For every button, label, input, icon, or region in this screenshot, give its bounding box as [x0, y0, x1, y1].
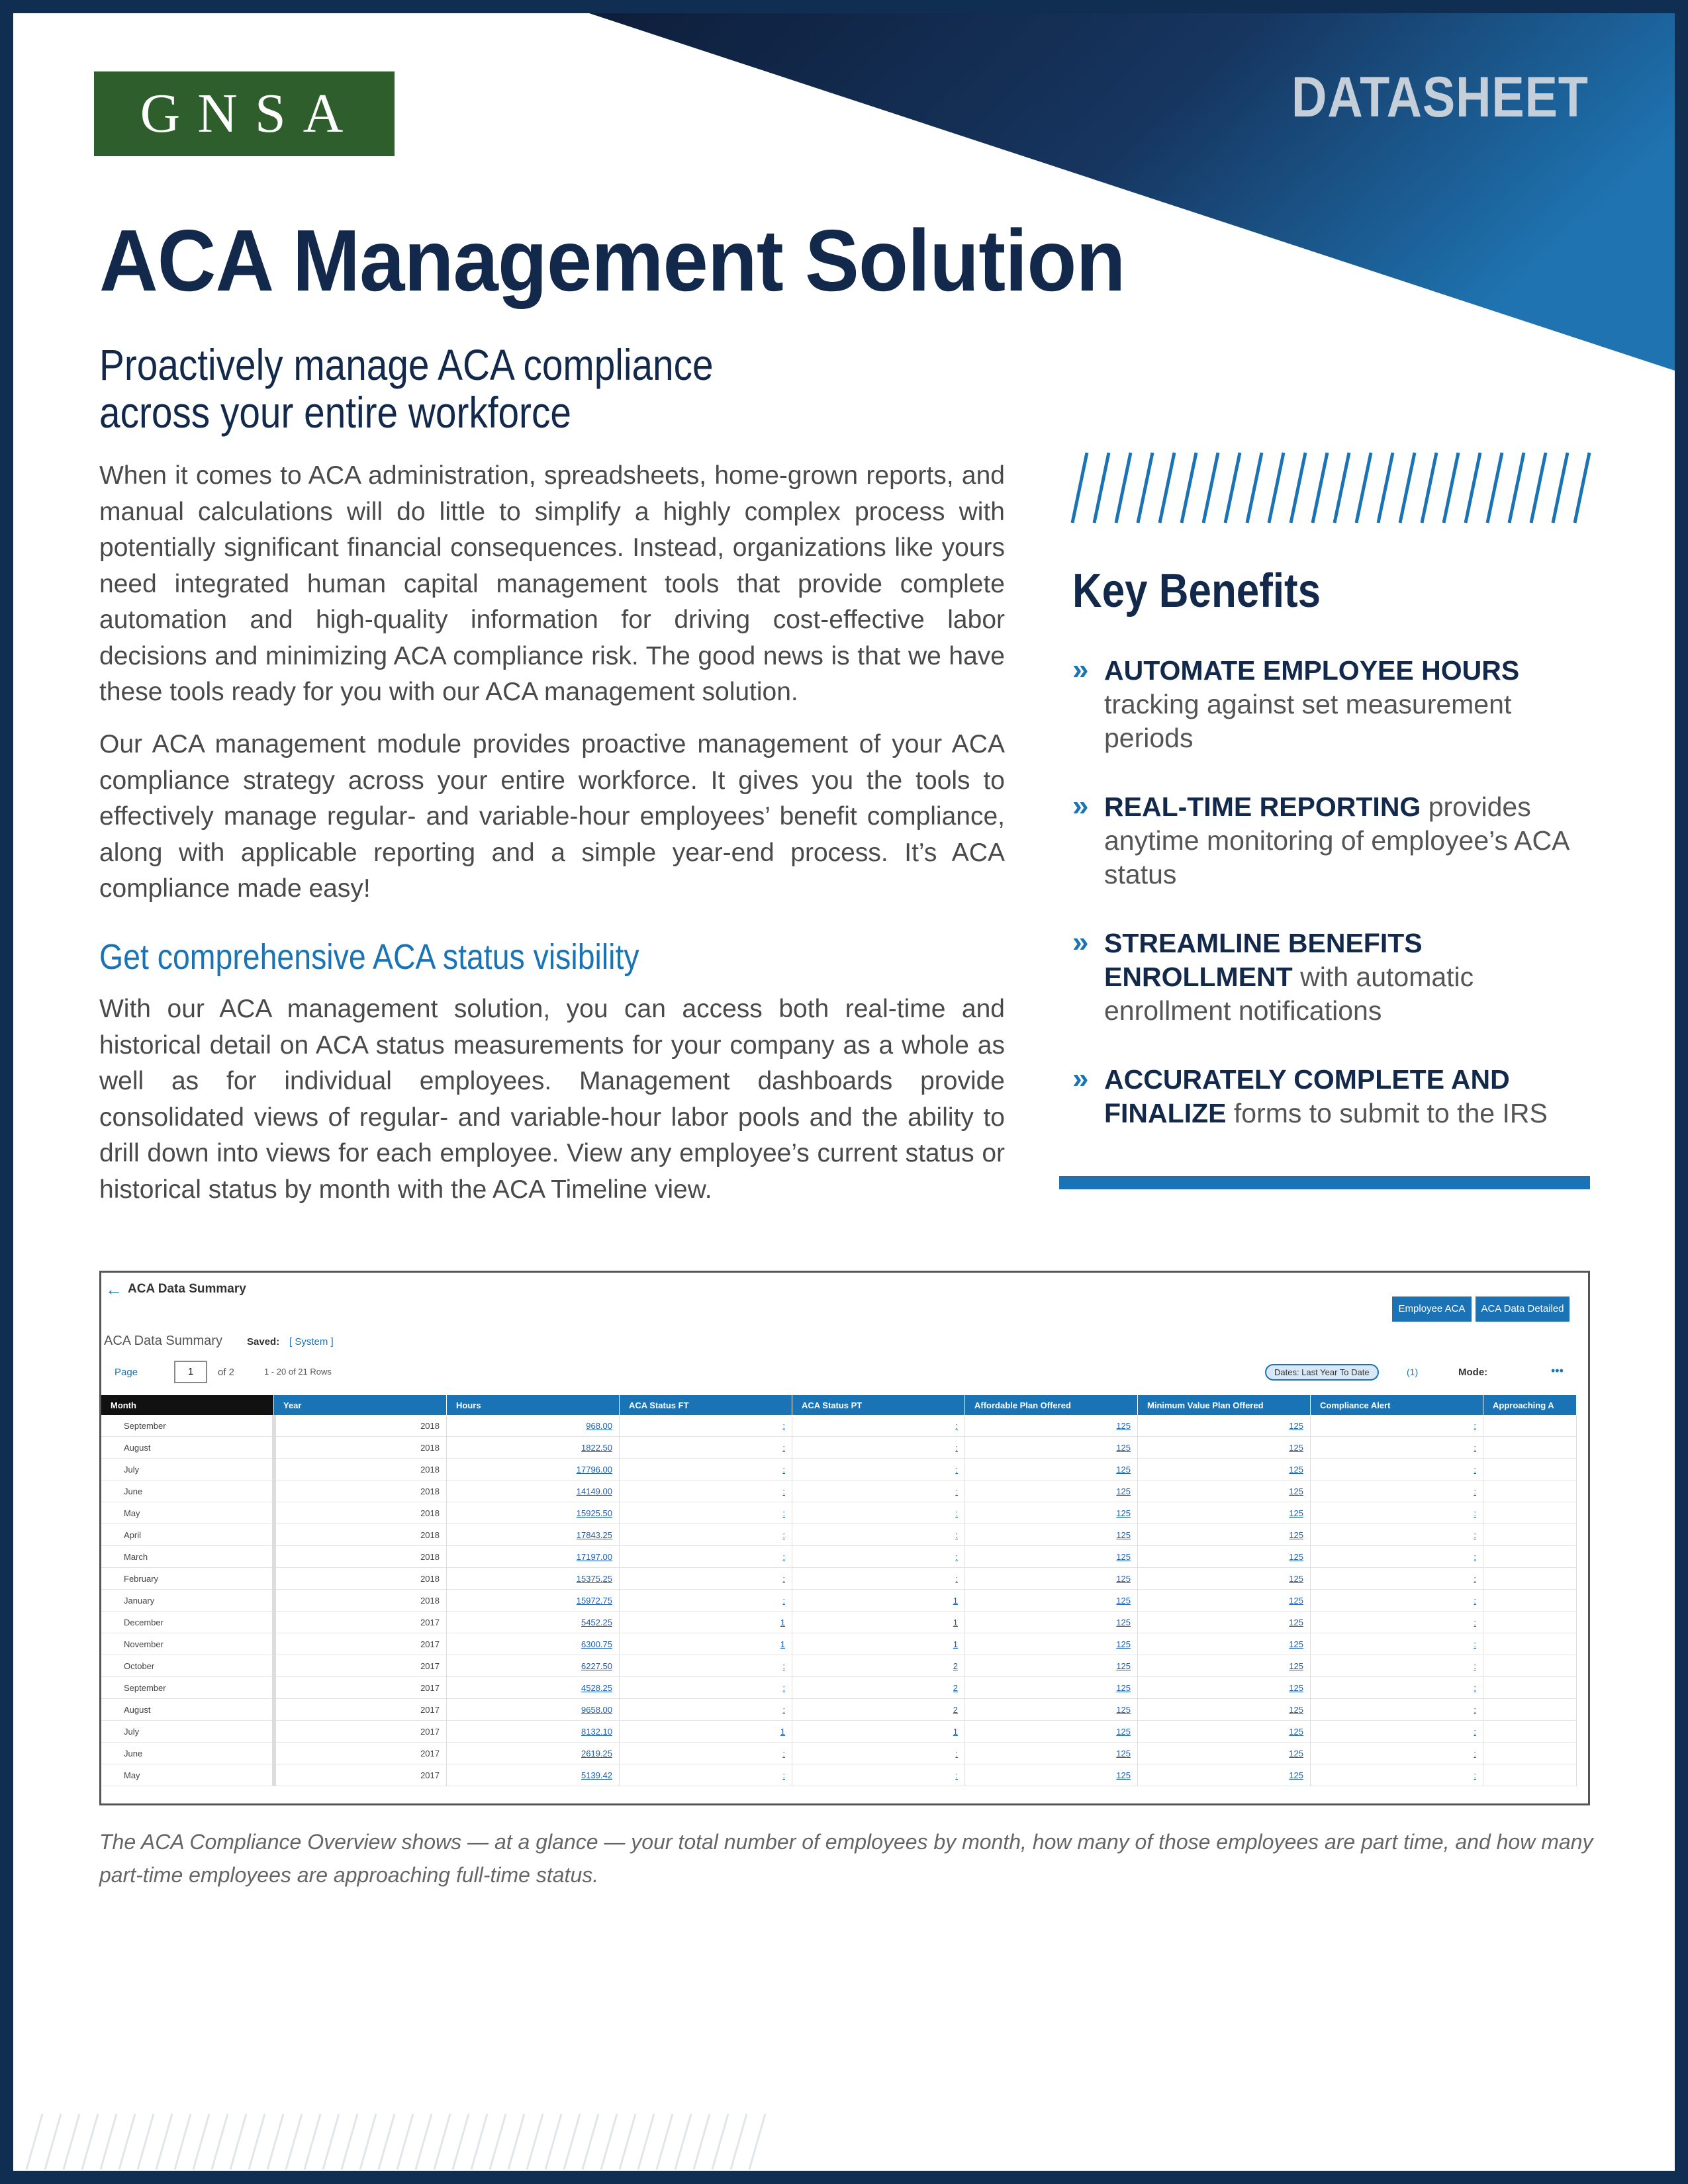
- table-cell[interactable]: 125: [1138, 1721, 1311, 1743]
- slash-stroke: [1313, 453, 1327, 523]
- benefit-text: with automatic enrollment notifications: [1104, 962, 1474, 1026]
- table-cell: June: [101, 1743, 274, 1764]
- saved-view-dropdown[interactable]: [ System ]: [289, 1336, 334, 1347]
- table-row: [101, 1524, 1577, 1546]
- key-benefits-title: Key Benefits: [1072, 565, 1321, 617]
- slash-stroke: [397, 2114, 413, 2169]
- table-cell[interactable]: :: [620, 1502, 792, 1524]
- slash-stroke: [508, 2114, 524, 2169]
- slash-stroke: [749, 2114, 765, 2169]
- slash-stroke: [583, 2114, 598, 2169]
- table-row: [101, 1743, 1577, 1764]
- slash-stroke: [490, 2114, 506, 2169]
- benefit-text: tracking against set measurement periods: [1104, 689, 1512, 753]
- table-cell[interactable]: 125: [965, 1502, 1138, 1524]
- slash-stroke: [1182, 453, 1196, 523]
- table-cell[interactable]: :: [1311, 1546, 1483, 1568]
- slash-stroke: [230, 2114, 246, 2169]
- benefit-item-hours: [1072, 654, 1595, 755]
- table-row: [101, 1633, 1577, 1655]
- table-cell[interactable]: 125: [965, 1633, 1138, 1655]
- table-cell: December: [101, 1612, 274, 1633]
- table-cell[interactable]: 125: [1138, 1743, 1311, 1764]
- datasheet-label: DATASHEET: [1291, 66, 1589, 129]
- slash-stroke: [1116, 453, 1131, 523]
- table-cell[interactable]: 125: [1138, 1655, 1311, 1677]
- table-cell: [1483, 1699, 1577, 1721]
- column-header[interactable]: Affordable Plan Offered: [965, 1395, 1138, 1415]
- table-cell[interactable]: :: [620, 1415, 792, 1437]
- table-cell[interactable]: 6227.50: [447, 1655, 620, 1677]
- table-cell[interactable]: 125: [1138, 1524, 1311, 1546]
- table-cell: [1483, 1764, 1577, 1786]
- benefit-item-enrollment: [1072, 927, 1595, 1028]
- table-cell: [1483, 1502, 1577, 1524]
- table-cell: March: [101, 1546, 274, 1568]
- table-cell: [1483, 1677, 1577, 1699]
- table-row: [101, 1437, 1577, 1459]
- table-cell[interactable]: 2: [792, 1655, 965, 1677]
- column-header[interactable]: Approaching A: [1483, 1395, 1577, 1415]
- slash-stroke: [175, 2114, 191, 2169]
- table-cell: 2017: [274, 1612, 447, 1633]
- table-cell[interactable]: :: [792, 1437, 965, 1459]
- table-cell[interactable]: 125: [965, 1546, 1138, 1568]
- table-cell[interactable]: 125: [965, 1524, 1138, 1546]
- table-cell[interactable]: 125: [1138, 1546, 1311, 1568]
- chevron-icon: »: [1072, 653, 1089, 686]
- table-cell[interactable]: 8132.10: [447, 1721, 620, 1743]
- table-row: [101, 1677, 1577, 1699]
- table-cell[interactable]: 125: [965, 1655, 1138, 1677]
- slash-stroke: [1531, 453, 1546, 523]
- table-cell[interactable]: 1: [792, 1590, 965, 1612]
- table-cell[interactable]: :: [620, 1568, 792, 1590]
- slash-stroke: [101, 2114, 117, 2169]
- table-cell: [1483, 1437, 1577, 1459]
- slash-stroke: [453, 2114, 469, 2169]
- table-cell[interactable]: :: [1311, 1633, 1483, 1655]
- slash-stroke: [323, 2114, 339, 2169]
- table-cell[interactable]: 125: [965, 1612, 1138, 1633]
- table-cell: 2018: [274, 1437, 447, 1459]
- slash-stroke: [360, 2114, 376, 2169]
- slash-stroke: [416, 2114, 432, 2169]
- mode-label: Mode:: [1458, 1367, 1488, 1378]
- table-cell: [1483, 1655, 1577, 1677]
- slash-stroke: [1487, 453, 1502, 523]
- table-cell: July: [101, 1721, 274, 1743]
- table-row: [101, 1655, 1577, 1677]
- column-header[interactable]: Year: [274, 1395, 447, 1415]
- table-cell[interactable]: 5139.42: [447, 1764, 620, 1786]
- table-cell[interactable]: :: [1311, 1721, 1483, 1743]
- table-cell[interactable]: 17843.25: [447, 1524, 620, 1546]
- table-cell[interactable]: 125: [965, 1480, 1138, 1502]
- table-cell: [1483, 1459, 1577, 1480]
- table-cell[interactable]: 1: [620, 1721, 792, 1743]
- slash-stroke: [638, 2114, 654, 2169]
- table-cell[interactable]: :: [1311, 1502, 1483, 1524]
- page-label: Page: [115, 1367, 138, 1378]
- slash-stroke: [1291, 453, 1305, 523]
- slash-stroke: [620, 2114, 635, 2169]
- filter-icon[interactable]: (1): [1407, 1367, 1419, 1377]
- table-cell[interactable]: :: [620, 1655, 792, 1677]
- table-cell[interactable]: :: [1311, 1743, 1483, 1764]
- slash-stroke: [1138, 453, 1152, 523]
- slash-stroke: [1466, 453, 1480, 523]
- slash-stroke: [212, 2114, 228, 2169]
- table-cell: 2018: [274, 1415, 447, 1437]
- slash-stroke: [471, 2114, 487, 2169]
- table-row: [101, 1502, 1577, 1524]
- slash-stroke: [82, 2114, 98, 2169]
- table-cell: February: [101, 1568, 274, 1590]
- column-header[interactable]: Hours: [447, 1395, 620, 1415]
- table-cell[interactable]: 15375.25: [447, 1568, 620, 1590]
- table-cell[interactable]: 125: [1138, 1590, 1311, 1612]
- visibility-paragraph: With our ACA management solution, you can access both real-time and historical detail on ACA status measurements for your company as a whole as well as for individual employees. Management dashboards provide consolidated views of regular- and variable-hour labor pools and the ability to drill down into views for each employee. View any employee’s current status or historical status by month with the ACA Timeline view.: [99, 995, 1005, 1204]
- benefit-text: provides anytime monitoring of employee’s ACA status: [1104, 792, 1569, 889]
- slash-stroke: [1225, 453, 1240, 523]
- slash-stroke: [1422, 453, 1436, 523]
- table-cell[interactable]: 125: [1138, 1459, 1311, 1480]
- table-cell[interactable]: 4528.25: [447, 1677, 620, 1699]
- table-cell: [1483, 1743, 1577, 1764]
- table-cell[interactable]: 125: [965, 1721, 1138, 1743]
- table-cell[interactable]: 2: [792, 1699, 965, 1721]
- table-cell[interactable]: :: [620, 1546, 792, 1568]
- table-row: [101, 1415, 1577, 1437]
- table-cell[interactable]: :: [1311, 1655, 1483, 1677]
- table-cell: [1483, 1480, 1577, 1502]
- benefit-text: forms to submit to the IRS: [1226, 1098, 1548, 1128]
- table-cell[interactable]: :: [1311, 1699, 1483, 1721]
- table-cell[interactable]: :: [1311, 1480, 1483, 1502]
- table-cell[interactable]: :: [620, 1480, 792, 1502]
- slash-stroke: [156, 2114, 172, 2169]
- bottom-slash-decoration: [13, 2111, 781, 2171]
- table-cell[interactable]: :: [792, 1480, 965, 1502]
- slash-stroke: [1160, 453, 1174, 523]
- table-cell[interactable]: 125: [1138, 1699, 1311, 1721]
- table-cell: [1483, 1546, 1577, 1568]
- table-cell[interactable]: 1: [620, 1612, 792, 1633]
- slash-stroke: [1203, 453, 1218, 523]
- chevron-icon: »: [1072, 1062, 1089, 1095]
- table-cell: May: [101, 1502, 274, 1524]
- table-cell: 2017: [274, 1721, 447, 1743]
- table-cell[interactable]: :: [792, 1764, 965, 1786]
- table-cell: [1483, 1590, 1577, 1612]
- table-cell[interactable]: 1: [792, 1612, 965, 1633]
- rows-info: 1 - 20 of 21 Rows: [264, 1367, 332, 1377]
- table-cell: 2017: [274, 1633, 447, 1655]
- slash-stroke: [434, 2114, 450, 2169]
- slash-stroke: [45, 2114, 61, 2169]
- table-cell[interactable]: 125: [965, 1459, 1138, 1480]
- table-cell[interactable]: 5452.25: [447, 1612, 620, 1633]
- table-cell: September: [101, 1677, 274, 1699]
- table-cell: [1483, 1612, 1577, 1633]
- benefit-bold: ACCURATELY COMPLETE AND FINALIZE: [1104, 1064, 1510, 1128]
- table-cell: 2018: [274, 1459, 447, 1480]
- table-cell[interactable]: 1822.50: [447, 1437, 620, 1459]
- table-cell[interactable]: 125: [965, 1699, 1138, 1721]
- table-cell: 2017: [274, 1764, 447, 1786]
- table-cell[interactable]: 15972.75: [447, 1590, 620, 1612]
- table-cell[interactable]: :: [1311, 1415, 1483, 1437]
- table-cell: 2018: [274, 1502, 447, 1524]
- slash-stroke: [601, 2114, 617, 2169]
- slash-stroke: [267, 2114, 283, 2169]
- slash-stroke: [527, 2114, 543, 2169]
- table-cell[interactable]: :: [620, 1437, 792, 1459]
- column-header[interactable]: ACA Status PT: [792, 1395, 965, 1415]
- table-cell: October: [101, 1655, 274, 1677]
- column-header[interactable]: Compliance Alert: [1311, 1395, 1483, 1415]
- table-cell[interactable]: 125: [1138, 1502, 1311, 1524]
- table-cell[interactable]: 125: [1138, 1480, 1311, 1502]
- slash-stroke: [119, 2114, 135, 2169]
- slash-stroke: [731, 2114, 747, 2169]
- table-cell[interactable]: 125: [965, 1590, 1138, 1612]
- aca-data-summary-screenshot: [99, 1271, 1590, 1805]
- gnsa-logo: GNSA: [94, 71, 395, 156]
- figure-caption: The ACA Compliance Overview shows — at a glance — your total number of employees by month, how many of those employees are part time, and how many part-time employees are approaching full-time status.: [99, 1830, 1593, 1887]
- table-cell[interactable]: 1: [792, 1633, 965, 1655]
- table-row: [101, 1546, 1577, 1568]
- table-cell[interactable]: 125: [1138, 1612, 1311, 1633]
- table-cell[interactable]: 2619.25: [447, 1743, 620, 1764]
- table-row: [101, 1721, 1577, 1743]
- employee-aca-button[interactable]: Employee ACA: [1392, 1297, 1472, 1322]
- view-label: ACA Data Summary: [104, 1334, 222, 1348]
- aca-summary-table: [101, 1395, 1577, 1786]
- table-cell[interactable]: 125: [1138, 1677, 1311, 1699]
- table-cell[interactable]: 125: [965, 1677, 1138, 1699]
- table-cell[interactable]: :: [620, 1524, 792, 1546]
- slash-stroke: [545, 2114, 561, 2169]
- slash-stroke: [1335, 453, 1349, 523]
- table-cell[interactable]: 1: [792, 1721, 965, 1743]
- table-cell[interactable]: :: [792, 1502, 965, 1524]
- table-cell[interactable]: 6300.75: [447, 1633, 620, 1655]
- table-cell[interactable]: :: [620, 1743, 792, 1764]
- table-cell: 2018: [274, 1546, 447, 1568]
- slash-stroke: [1400, 453, 1415, 523]
- subtitle-line-2: across your entire workforce: [99, 388, 571, 437]
- table-cell[interactable]: 125: [1138, 1415, 1311, 1437]
- table-row: [101, 1590, 1577, 1612]
- table-cell[interactable]: 125: [1138, 1568, 1311, 1590]
- dates-filter-chip[interactable]: Dates: Last Year To Date: [1265, 1364, 1379, 1381]
- slash-stroke: [379, 2114, 395, 2169]
- table-cell: August: [101, 1437, 274, 1459]
- datasheet-page: [13, 13, 1675, 2171]
- section-heading: Get comprehensive ACA status visibility: [99, 937, 639, 977]
- table-cell[interactable]: :: [1311, 1677, 1483, 1699]
- slash-stroke: [1575, 453, 1589, 523]
- slash-stroke: [1356, 453, 1371, 523]
- table-cell[interactable]: 125: [965, 1568, 1138, 1590]
- table-cell: [1483, 1568, 1577, 1590]
- table-cell[interactable]: 14149.00: [447, 1480, 620, 1502]
- table-cell[interactable]: 125: [1138, 1633, 1311, 1655]
- table-cell: [1483, 1721, 1577, 1743]
- benefit-bold: STREAMLINE BENEFITS ENROLLMENT: [1104, 928, 1423, 992]
- benefit-bold: REAL-TIME REPORTING: [1104, 792, 1421, 822]
- back-arrow-icon[interactable]: ←: [105, 1279, 122, 1299]
- slash-stroke: [1378, 453, 1393, 523]
- slash-stroke: [1444, 453, 1458, 523]
- slash-stroke: [286, 2114, 302, 2169]
- table-cell: 2018: [274, 1568, 447, 1590]
- slash-stroke: [1247, 453, 1262, 523]
- more-options-icon[interactable]: •••: [1551, 1364, 1564, 1377]
- saved-label: Saved:: [247, 1336, 280, 1347]
- table-cell[interactable]: :: [1311, 1568, 1483, 1590]
- slash-stroke: [712, 2114, 728, 2169]
- table-cell[interactable]: :: [1311, 1459, 1483, 1480]
- table-cell: January: [101, 1590, 274, 1612]
- table-cell[interactable]: :: [792, 1568, 965, 1590]
- slash-stroke: [249, 2114, 265, 2169]
- slash-stroke: [1072, 453, 1087, 523]
- page-subtitle: [99, 341, 714, 436]
- table-cell[interactable]: :: [1311, 1612, 1483, 1633]
- table-cell[interactable]: :: [620, 1764, 792, 1786]
- table-cell[interactable]: :: [620, 1459, 792, 1480]
- aca-data-detailed-button[interactable]: ACA Data Detailed: [1476, 1297, 1570, 1322]
- table-cell[interactable]: 15925.50: [447, 1502, 620, 1524]
- slash-stroke: [1269, 453, 1284, 523]
- table-cell: 2017: [274, 1743, 447, 1764]
- key-benefits-divider: [1059, 1176, 1590, 1189]
- module-paragraph: Our ACA management module provides proactive management of your ACA compliance strategy across your entire workforce. It gives you the tools to effectively manage regular- and variable-hour employees’ benefit compliance, along with applicable reporting and a simple year-end process. It’s ACA compliance made easy!: [99, 730, 1005, 903]
- subtitle-line-1: Proactively manage ACA compliance: [99, 340, 714, 389]
- column-header[interactable]: Minimum Value Plan Offered: [1138, 1395, 1311, 1415]
- slash-stroke: [675, 2114, 691, 2169]
- table-cell[interactable]: :: [620, 1677, 792, 1699]
- table-cell: September: [101, 1415, 274, 1437]
- table-cell[interactable]: :: [792, 1459, 965, 1480]
- table-cell: July: [101, 1459, 274, 1480]
- column-header[interactable]: ACA Status FT: [620, 1395, 792, 1415]
- table-cell[interactable]: :: [1311, 1590, 1483, 1612]
- table-cell[interactable]: 17796.00: [447, 1459, 620, 1480]
- table-cell: November: [101, 1633, 274, 1655]
- page-title: ACA Management Solution: [99, 212, 1125, 309]
- screen-title: ACA Data Summary: [128, 1282, 246, 1296]
- table-cell[interactable]: :: [1311, 1524, 1483, 1546]
- intro-paragraph: When it comes to ACA administration, spreadsheets, home-grown reports, and manual calculations will do little to simplify a highly complex process with potentially significant financial consequences. Instead, organizations like yours need integrated human capital management tools that provide complete automation and high-quality information for driving cost-effective labor decisions and minimizing ACA compliance risk. The good news is that we have these tools ready for you with our ACA management solution.: [99, 461, 1005, 706]
- slash-stroke: [1553, 453, 1568, 523]
- slash-stroke: [694, 2114, 710, 2169]
- table-cell: 2018: [274, 1590, 447, 1612]
- slash-pattern-decoration: [1059, 450, 1601, 524]
- table-row: [101, 1459, 1577, 1480]
- slash-stroke: [26, 2114, 42, 2169]
- table-cell[interactable]: 125: [965, 1764, 1138, 1786]
- table-cell[interactable]: :: [1311, 1437, 1483, 1459]
- chevron-icon: »: [1072, 926, 1089, 958]
- table-row: [101, 1568, 1577, 1590]
- benefit-bold: AUTOMATE EMPLOYEE HOURS: [1104, 655, 1520, 686]
- table-row: [101, 1480, 1577, 1502]
- table-cell[interactable]: 9658.00: [447, 1699, 620, 1721]
- slash-stroke: [1509, 453, 1524, 523]
- table-cell[interactable]: 125: [965, 1743, 1138, 1764]
- table-cell: August: [101, 1699, 274, 1721]
- table-cell: [1483, 1524, 1577, 1546]
- table-cell[interactable]: :: [620, 1699, 792, 1721]
- table-cell[interactable]: :: [1311, 1764, 1483, 1786]
- table-cell: May: [101, 1764, 274, 1786]
- table-cell: 2017: [274, 1677, 447, 1699]
- table-cell[interactable]: 968.00: [447, 1415, 620, 1437]
- slash-stroke: [1094, 453, 1109, 523]
- slash-stroke: [342, 2114, 357, 2169]
- table-cell[interactable]: 1: [620, 1633, 792, 1655]
- table-cell[interactable]: :: [792, 1546, 965, 1568]
- slash-stroke: [305, 2114, 320, 2169]
- table-cell[interactable]: 2: [792, 1677, 965, 1699]
- table-cell: 2017: [274, 1699, 447, 1721]
- slash-stroke: [64, 2114, 79, 2169]
- table-row: [101, 1612, 1577, 1633]
- table-cell: [1483, 1633, 1577, 1655]
- table-cell[interactable]: 17197.00: [447, 1546, 620, 1568]
- table-cell[interactable]: :: [620, 1590, 792, 1612]
- table-cell[interactable]: 125: [965, 1415, 1138, 1437]
- table-cell: April: [101, 1524, 274, 1546]
- table-cell[interactable]: 125: [1138, 1764, 1311, 1786]
- page-number-input[interactable]: 1: [174, 1361, 207, 1383]
- benefit-item-reporting: [1072, 790, 1595, 891]
- column-header[interactable]: Month: [101, 1395, 274, 1415]
- page-of: of 2: [218, 1367, 235, 1378]
- table-cell: [1483, 1415, 1577, 1437]
- table-cell: June: [101, 1480, 274, 1502]
- table-cell: 2017: [274, 1655, 447, 1677]
- table-cell[interactable]: :: [792, 1415, 965, 1437]
- table-row: [101, 1764, 1577, 1786]
- table-cell[interactable]: 125: [1138, 1437, 1311, 1459]
- table-cell: 2018: [274, 1524, 447, 1546]
- slash-stroke: [193, 2114, 209, 2169]
- slash-stroke: [657, 2114, 673, 2169]
- slash-stroke: [138, 2114, 154, 2169]
- table-row: [101, 1699, 1577, 1721]
- table-cell: 2018: [274, 1480, 447, 1502]
- table-cell[interactable]: :: [792, 1743, 965, 1764]
- table-cell[interactable]: :: [792, 1524, 965, 1546]
- slash-stroke: [564, 2114, 580, 2169]
- table-cell[interactable]: 125: [965, 1437, 1138, 1459]
- benefit-item-forms: [1072, 1063, 1595, 1130]
- chevron-icon: »: [1072, 790, 1089, 822]
